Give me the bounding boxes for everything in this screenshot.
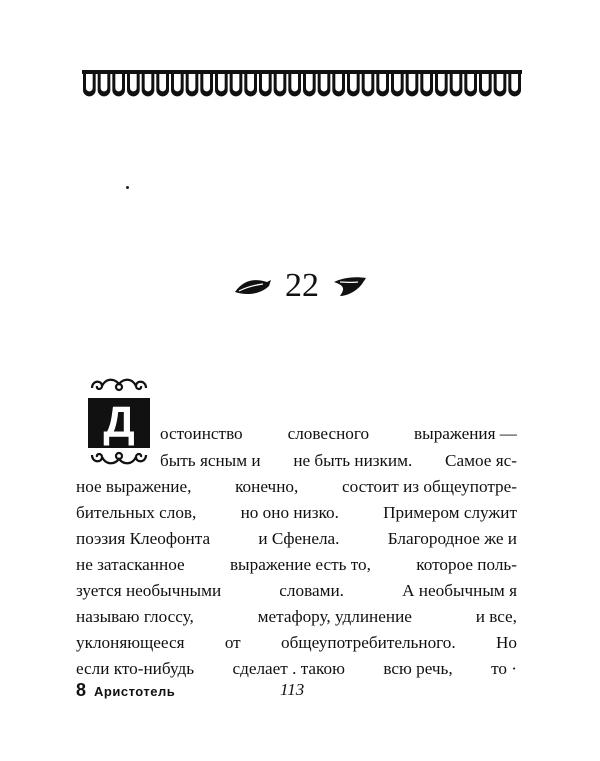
scallop-inner xyxy=(159,74,166,91)
scallop-inner xyxy=(394,74,401,91)
chapter-number: 22 xyxy=(285,267,319,305)
scallop-inner xyxy=(101,74,108,91)
text-line: ное выражение, конечно, состоит из общеупотре- xyxy=(76,477,517,496)
scroll-ornament-top-icon xyxy=(88,374,150,394)
text-line: уклоняющееся от общеупотребительного. Но xyxy=(76,633,517,652)
scallop-inner xyxy=(321,74,328,91)
text-line: не затасканное выражение есть то, которое поль- xyxy=(76,555,517,574)
signature-number: 8 xyxy=(76,680,87,700)
scallop-inner xyxy=(497,74,504,91)
scallop-inner xyxy=(438,74,445,91)
scallop-inner xyxy=(189,74,196,91)
scroll-ornament-bottom-icon xyxy=(88,449,150,469)
scallop-inner xyxy=(247,74,254,91)
text-line: быть ясным и не быть низким. Самое яс- xyxy=(160,451,517,470)
print-speck xyxy=(126,186,129,189)
scallop-inner xyxy=(233,74,240,91)
scallop-inner xyxy=(306,74,313,91)
printer-signature-mark xyxy=(76,680,175,701)
scallop-inner xyxy=(423,74,430,91)
scallop-inner xyxy=(409,74,416,91)
text-line: бительных слов, но оно низко. Примером служит xyxy=(76,503,517,522)
text-line: называю глоссу, метафору, удлинение и все, xyxy=(76,607,517,626)
decorative-scallop-border xyxy=(82,70,522,100)
scallop-inner xyxy=(115,74,122,91)
scallop-inner xyxy=(203,74,210,91)
scallop-inner xyxy=(350,74,357,91)
text-line: зуется необычными словами. А необычным я xyxy=(76,581,517,600)
text-line: если кто-нибудь сделает . такою всю речь, то · xyxy=(76,659,517,678)
scallop-inner xyxy=(145,74,152,91)
scallop-inner xyxy=(291,74,298,91)
text-line: поэзия Клеофонта и Сфенела. Благородное же и xyxy=(76,529,517,548)
scallop-inner xyxy=(467,74,474,91)
scallop-inner xyxy=(482,74,489,91)
right-leaf-ornament-icon xyxy=(332,274,368,298)
scallop-inner xyxy=(86,74,93,91)
text-line: остоинство словесного выражения — xyxy=(160,424,517,443)
page-number: 113 xyxy=(280,680,305,699)
scallop-inner xyxy=(174,74,181,91)
scallop-inner xyxy=(218,74,225,91)
left-leaf-ornament-icon xyxy=(233,274,273,298)
scallop-inner xyxy=(335,74,342,91)
scallop-inner xyxy=(453,74,460,91)
dropcap-letter: Д xyxy=(88,398,150,448)
scallop-inner xyxy=(511,74,518,91)
signature-author: Аристотель xyxy=(94,684,176,699)
chapter-heading xyxy=(0,262,600,308)
scallop-inner xyxy=(379,74,386,91)
scallop-inner xyxy=(365,74,372,91)
scallop-inner xyxy=(130,74,137,91)
scallop-inner xyxy=(262,74,269,91)
scallop-inner xyxy=(277,74,284,91)
